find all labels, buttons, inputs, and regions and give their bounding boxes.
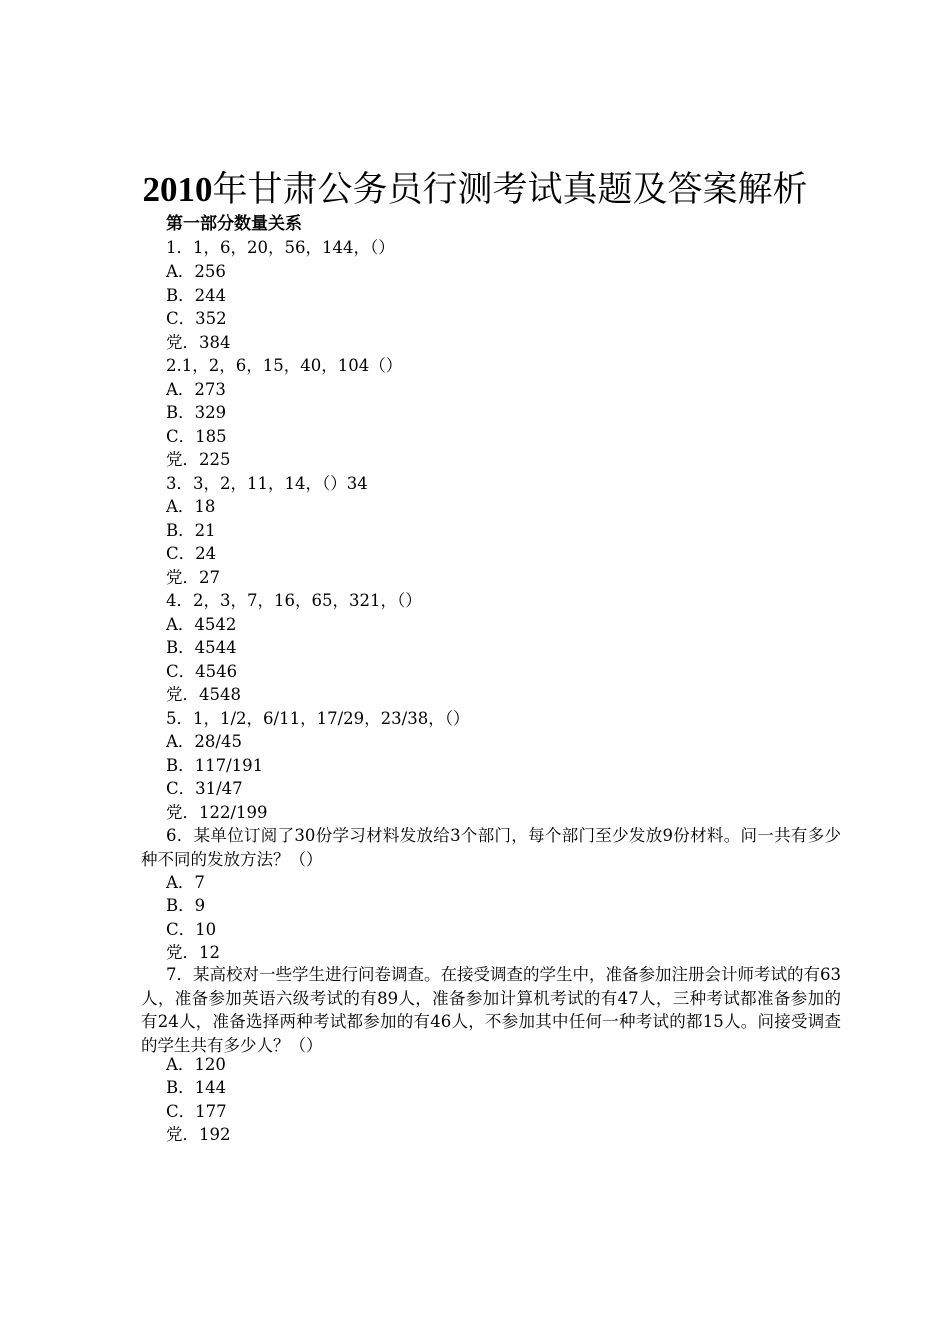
question-3-option-b: B．21 xyxy=(166,521,216,540)
question-4-stem: 4．2，3，7，16，65，321，（） xyxy=(166,591,422,610)
question-4-option-c: C．4546 xyxy=(166,662,238,681)
title-year: 2010 xyxy=(142,170,213,209)
question-7-option-c: C．177 xyxy=(166,1102,227,1121)
question-1-option-a: A．256 xyxy=(166,262,226,281)
question-5-option-c: C．31/47 xyxy=(166,779,243,798)
question-3-option-c: C．24 xyxy=(166,544,217,563)
question-5-option-d: 党．122/199 xyxy=(166,803,268,822)
question-4-option-b: B．4544 xyxy=(166,638,237,657)
question-3-option-a: A．18 xyxy=(166,497,216,516)
question-5-stem: 5．1，1/2，6/11，17/29，23/38，（） xyxy=(166,709,470,728)
question-1-option-c: C．352 xyxy=(166,309,227,328)
question-7-option-b: B．144 xyxy=(166,1078,227,1097)
question-2-option-d: 党．225 xyxy=(166,450,231,469)
question-5-option-b: B．117/191 xyxy=(166,756,264,775)
question-6-option-a: A．7 xyxy=(166,873,205,892)
question-2-option-c: C．185 xyxy=(166,427,227,446)
question-6-option-d: 党．12 xyxy=(166,943,220,962)
question-6-option-b: B．9 xyxy=(166,896,206,915)
question-2-option-a: A．273 xyxy=(166,380,226,399)
question-1-stem: 1．1，6，20，56，144，（） xyxy=(166,238,395,257)
title-text: 年甘肃公务员行测考试真题及答案解析 xyxy=(212,170,808,210)
document-title xyxy=(0,166,950,214)
question-2-stem: 2.1，2，6，15，40，104（） xyxy=(166,356,403,375)
question-1-option-d: 党．384 xyxy=(166,333,231,352)
question-3-option-d: 党．27 xyxy=(166,568,220,587)
question-7-stem: 7．某高校对一些学生进行问卷调查。在接受调查的学生中，准备参加注册会计师考试的有63人，准备参加英语六级考试的有89人，准备参加计算机考试的有47人，三种考试都准备参加的有24人，准备选择两种考试都参加的有46人，不参加其中任何一种考试的都15人。问接受调查的学生共有多少人？（） xyxy=(141,965,841,1055)
question-2-option-b: B．329 xyxy=(166,403,227,422)
question-7-option-a: A．120 xyxy=(166,1055,226,1074)
question-6-option-c: C．10 xyxy=(166,920,217,939)
section-heading: 第一部分数量关系 xyxy=(166,214,302,234)
question-4-option-d: 党．4548 xyxy=(166,685,241,704)
question-6-stem: 6．某单位订阅了30份学习材料发放给3个部门，每个部门至少发放9份材料。问一共有多少种不同的发放方法？（） xyxy=(141,826,841,869)
question-5-option-a: A．28/45 xyxy=(166,732,242,751)
question-3-stem: 3．3，2，11，14，（）34 xyxy=(166,474,368,493)
question-7-option-d: 党．192 xyxy=(166,1125,231,1144)
question-4-option-a: A．4542 xyxy=(166,615,237,634)
question-1-option-b: B．244 xyxy=(166,286,227,305)
